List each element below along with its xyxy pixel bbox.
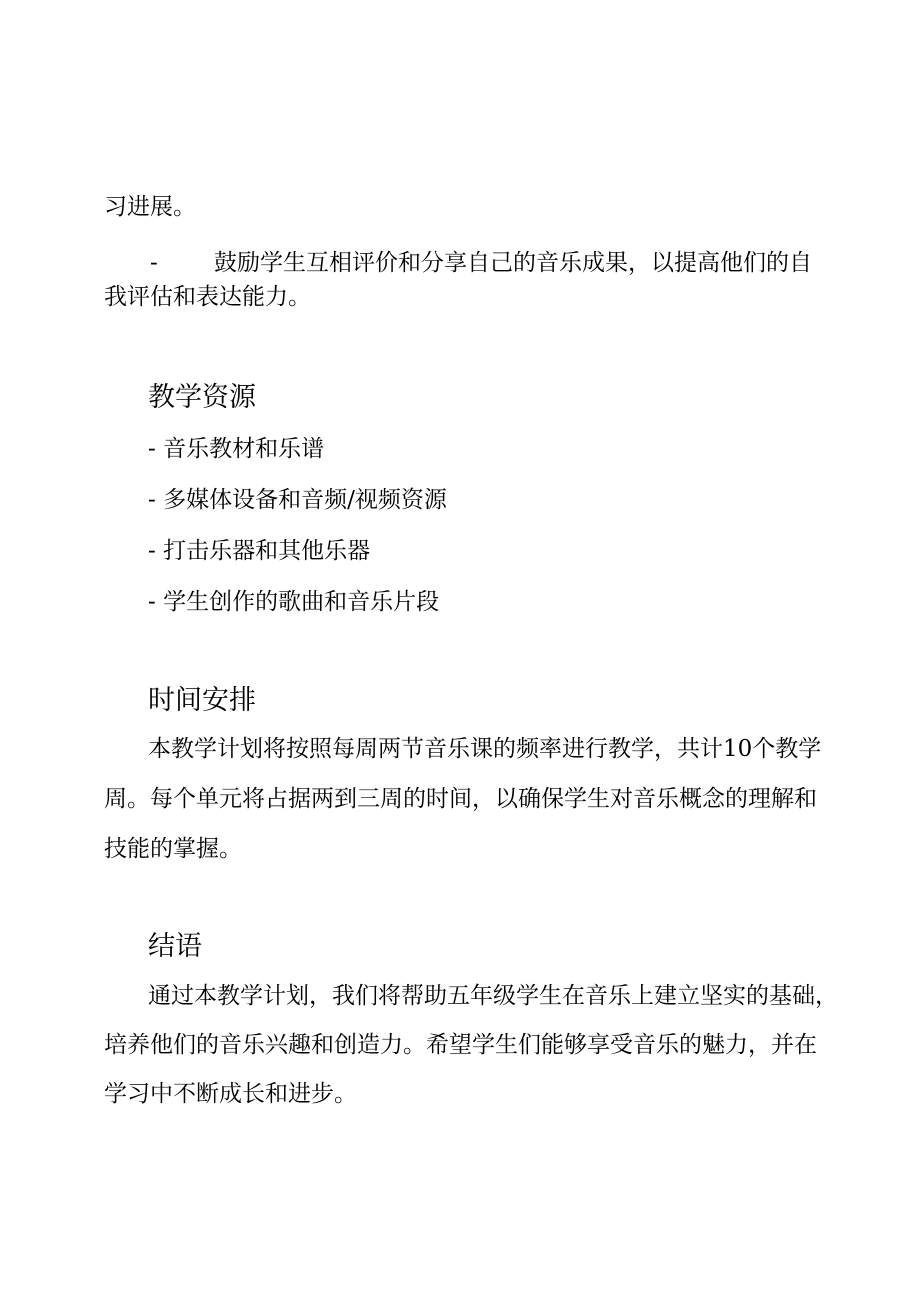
conclusion-line-3: 学习中不断成长和进步。 [104,1081,357,1107]
bullet-line-1 [150,247,812,279]
schedule-line-3: 技能的掌握。 [104,836,242,862]
bullet-text: 鼓励学生互相评价和分享自己的音乐成果，以提高他们的自 [214,250,812,276]
schedule-line-2: 周。每个单元将占据两到三周的时间，以确保学生对音乐概念的理解和 [104,786,817,812]
conclusion-line-1: 通过本教学计划，我们将帮助五年级学生在音乐上建立坚实的基础， [148,983,838,1009]
bullet-dash: - [150,250,158,276]
section-heading-conclusion: 结语 [148,931,202,962]
schedule-line-1: 本教学计划将按照每周两节音乐课的频率进行教学，共计10个教学 [148,736,822,762]
bullet-line-2: 我评估和表达能力。 [104,284,311,310]
section-heading-schedule: 时间安排 [148,685,256,716]
resource-item: - 音乐教材和乐谱 [148,436,325,462]
resource-item: - 打击乐器和其他乐器 [148,538,371,564]
resource-item: - 多媒体设备和音频/视频资源 [148,487,447,513]
section-heading-resources: 教学资源 [148,382,256,413]
resource-item: - 学生创作的歌曲和音乐片段 [148,589,440,615]
conclusion-line-2: 培养他们的音乐兴趣和创造力。希望学生们能够享受音乐的魅力，并在 [104,1032,817,1058]
paragraph-continuation: 习进展。 [104,194,196,220]
